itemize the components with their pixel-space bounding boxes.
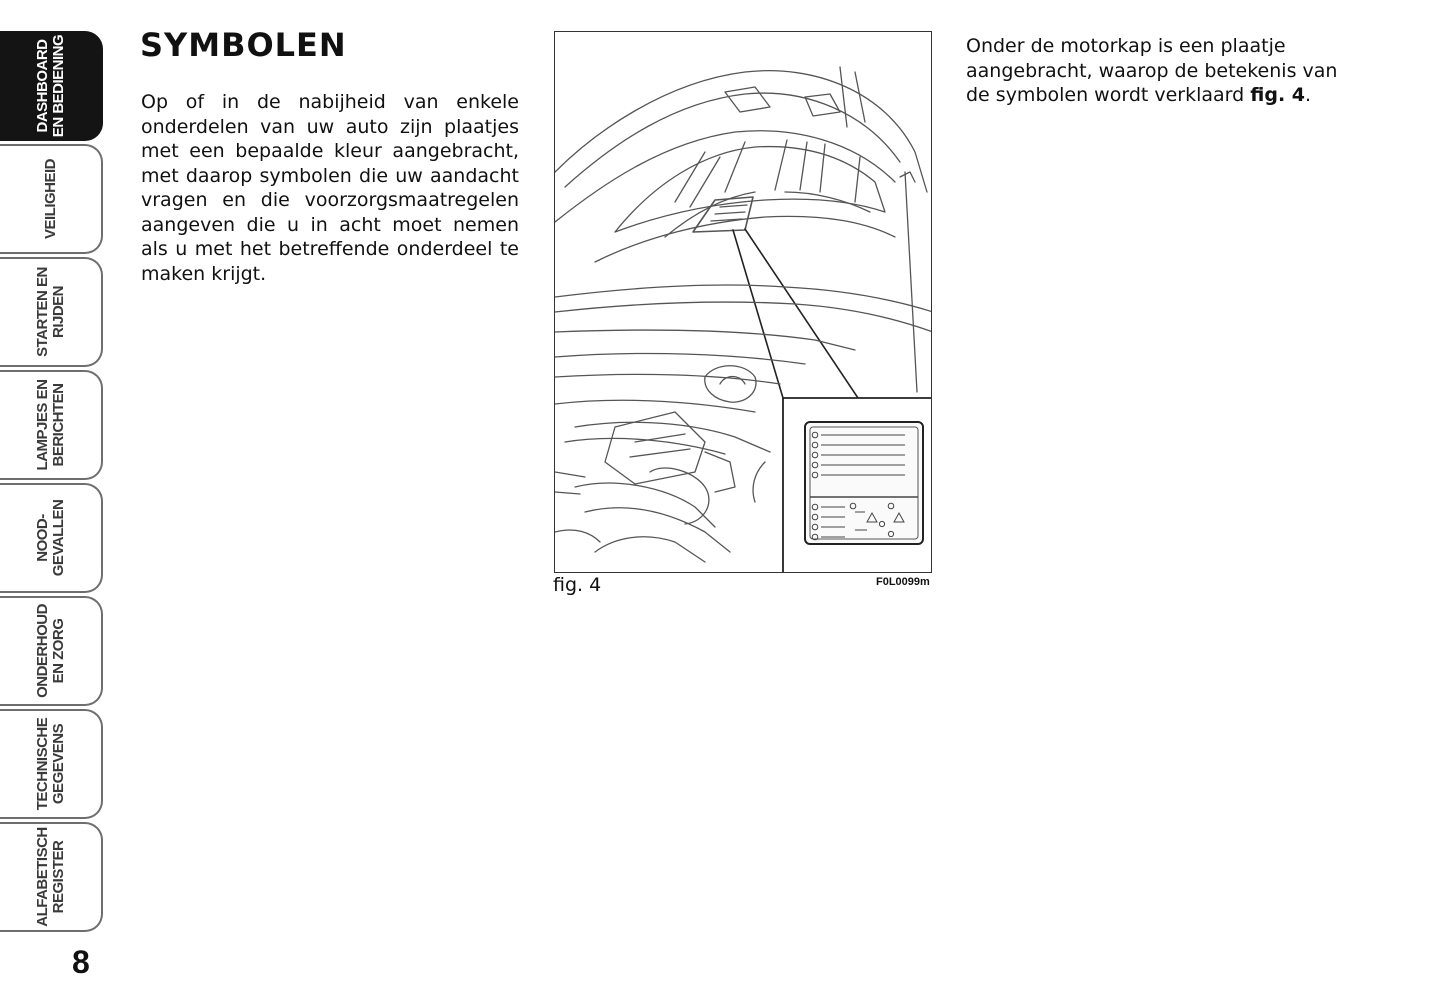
tab-label-line1: ALFABETISCH — [33, 827, 51, 927]
tab-noodgevallen[interactable] — [0, 483, 103, 593]
tab-label-line2: REGISTER — [49, 840, 67, 914]
tab-label-line2: EN BEDIENING — [49, 34, 67, 138]
tab-technische-gegevens[interactable] — [0, 709, 103, 819]
figure-code: F0L0099m — [876, 576, 930, 588]
tab-alfabetisch-register[interactable] — [0, 822, 103, 932]
tab-label-line1: NOOD- — [33, 514, 51, 562]
tab-label — [35, 599, 67, 703]
tab-label-line2: BERICHTEN — [49, 383, 67, 467]
tab-label — [35, 260, 67, 364]
tab-label-line1: TECHNISCHE — [33, 717, 51, 811]
right-paragraph-text: Onder de motorkap is een plaatje aangebracht, waarop de betekenis van de symbolen wordt verklaard — [966, 35, 1338, 106]
label-callout — [783, 398, 932, 573]
tab-starten-en-rijden[interactable] — [0, 257, 103, 367]
tab-veiligheid[interactable] — [0, 144, 103, 254]
tab-label-line1: STARTEN EN — [33, 267, 51, 357]
section-title: SYMBOLEN — [140, 26, 347, 64]
tab-label-line1: VEILIGHEID — [41, 159, 59, 240]
tab-label-line2: RIJDEN — [49, 286, 67, 339]
page-number: 8 — [72, 944, 90, 980]
right-paragraph-end: . — [1305, 84, 1312, 106]
tab-label-line1: DASHBOARD — [33, 39, 51, 133]
figure-caption: fig. 4 — [553, 574, 602, 596]
tab-lampjes-en-berichten[interactable] — [0, 370, 103, 480]
tab-label-line2: EN ZORG — [49, 618, 67, 684]
figure-reference: fig. 4 — [1250, 84, 1306, 106]
tab-label-line1: ONDERHOUD — [33, 604, 51, 698]
tab-label-line2: GEVALLEN — [49, 499, 67, 577]
hood-line-drawing — [555, 32, 932, 573]
tab-onderhoud-en-zorg[interactable] — [0, 596, 103, 706]
tab-label — [35, 825, 67, 929]
tab-dashboard-en-bediening[interactable] — [0, 31, 103, 141]
tab-label — [35, 34, 67, 138]
right-paragraph — [966, 34, 1347, 108]
hood-label-figure — [554, 31, 932, 573]
tab-label — [35, 712, 67, 816]
tab-label — [35, 486, 67, 590]
tab-label-line1: LAMPJES EN — [33, 379, 51, 471]
tab-label-line2: GEGEVENS — [49, 723, 67, 805]
tab-label — [43, 147, 59, 251]
tab-label — [35, 373, 67, 477]
left-paragraph: Op of in de nabijheid van enkele onderdelen van uw auto zijn plaatjes met een bepaalde kleur aangebracht, met daarop symbolen die uw aandacht vragen en die voorzorgsmaatregelen aangeven die u in acht moet nemen als u met het betreffende onderdeel te maken krijgt. — [141, 91, 519, 285]
